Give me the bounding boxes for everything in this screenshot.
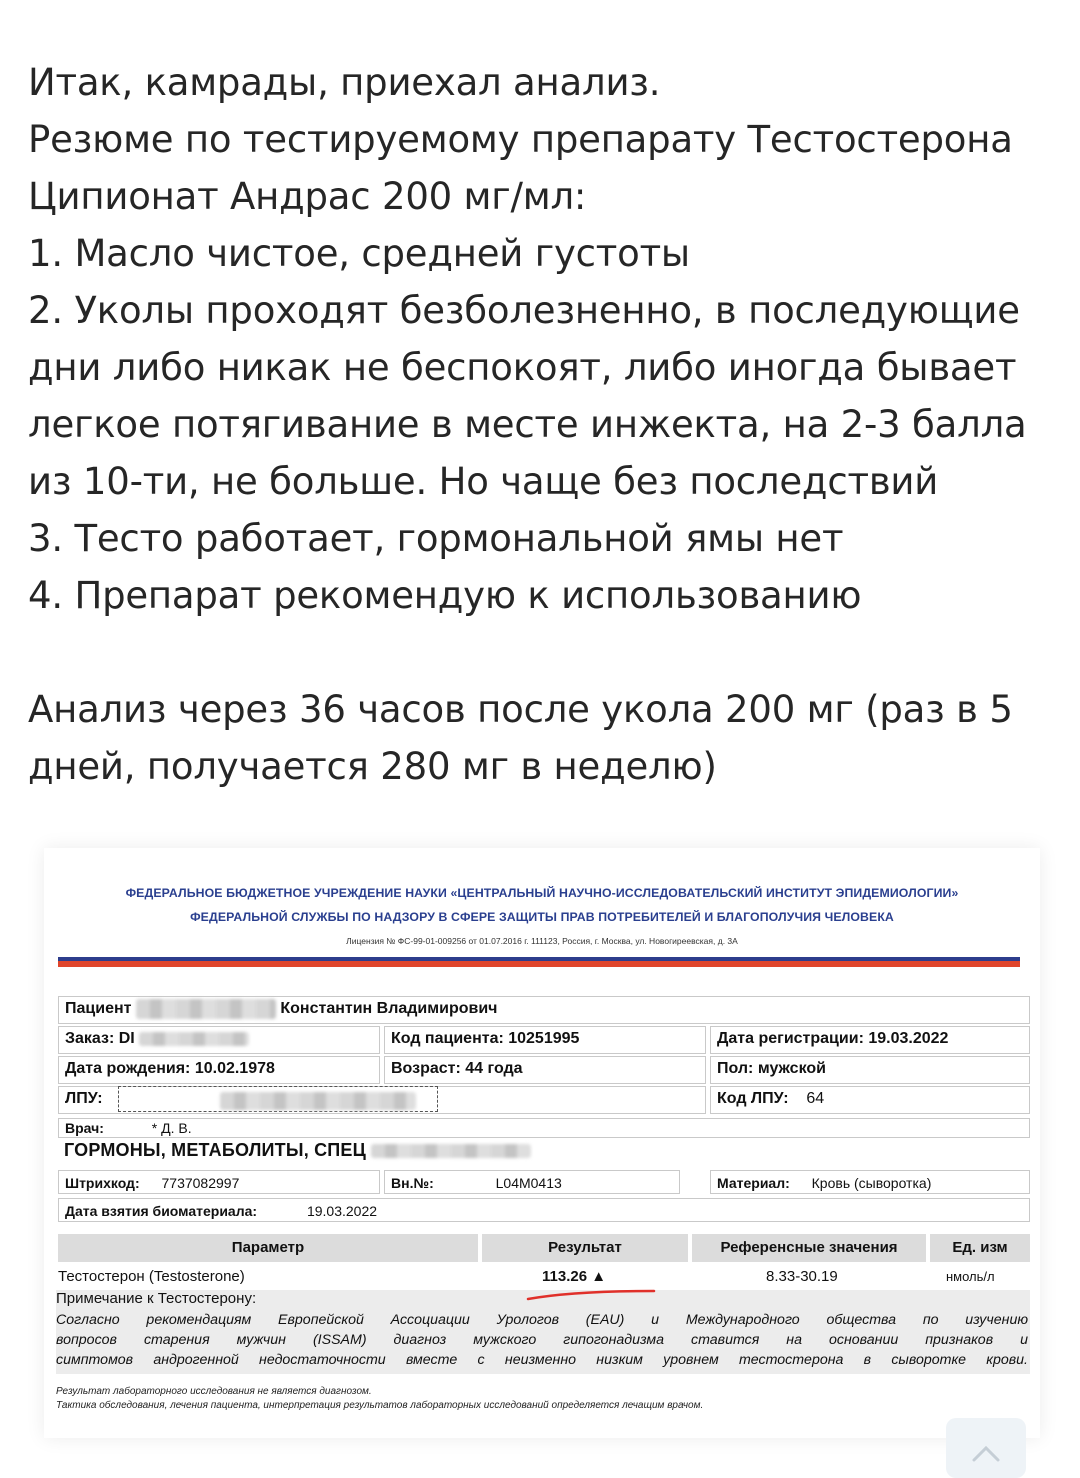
cell-result: 113.26 ▲ [542,1268,607,1285]
lab-header-line2: ФЕДЕРАЛЬНОЙ СЛУЖБЫ ПО НАДЗОРУ В СФЕРЕ ЗАЩИТЫ ПРАВ ПОТРЕБИТЕЛЕЙ И БЛАГОПОЛУЧИЯ ЧЕЛОВЕКА [190,910,894,924]
redacted-surname [136,999,276,1019]
age-cell: Возраст: 44 года [384,1056,706,1084]
disclaimer-line1: Результат лабораторного исследования не является диагнозом. [56,1386,372,1397]
post-line: Резюме по тестируемому препарату Тестостерона [28,118,1013,161]
patient-label: Пациент [65,1000,132,1017]
birth-date-cell: Дата рождения: 10.02.1978 [58,1056,380,1084]
col-header-reference: Референсные значения [692,1234,926,1262]
post-line: 4. Препарат рекомендую к использованию [28,574,862,617]
patient-code-cell: Код пациента: 10251995 [384,1026,706,1054]
lpu-code-label: Код ЛПУ: [717,1090,789,1107]
post-line: 3. Тесто работает, гормональной ямы нет [28,517,844,560]
material-cell [710,1170,1030,1194]
analysis-line: дней, получается 280 мг в неделю) [28,745,717,788]
post-line: дни либо никак не беспокоят, либо иногда бывает [28,346,1017,389]
disclaimer-line2: Тактика обследования, лечения пациента, интерпретация результатов лабораторных исследований определяется лечащим врачом. [56,1400,704,1411]
order-label: Заказ: DI [65,1030,135,1047]
header-stripe-red [58,961,1020,967]
sample-date-value: 19.03.2022 [306,1203,378,1219]
material-value: Кровь (сыворотка) [811,1175,932,1191]
sample-date-row [58,1198,1030,1222]
lab-header-line1: ФЕДЕРАЛЬНОЕ БЮДЖЕТНОЕ УЧРЕЖДЕНИЕ НАУКИ «ЦЕНТРАЛЬНЫЙ НАУЧНО-ИССЛЕДОВАТЕЛЬСКИЙ ИНСТИТУТ ЭПИДЕМИОЛОГИИ» [125,886,959,900]
material-label: Материал: [717,1175,790,1191]
post-line: 2. Уколы проходят безболезненно, в последующие [28,289,1020,332]
section-title [64,1140,531,1161]
barcode-cell [58,1170,380,1194]
col-header-parameter: Параметр [58,1234,478,1262]
lpu-code-value: 64 [806,1090,825,1107]
cell-reference: 8.33-30.19 [766,1268,838,1285]
barcode-value: 7737082997 [161,1175,240,1191]
patient-row [58,996,1030,1024]
lab-report-image[interactable] [44,848,1040,1438]
cell-unit: нмоль/л [946,1269,995,1284]
analysis-line: Анализ через 36 часов после укола 200 мг (раз в 5 [28,688,1013,731]
sample-date-label: Дата взятия биоматериала: [65,1203,258,1219]
lpu-label: ЛПУ: [65,1090,103,1107]
barcode-label: Штрихкод: [65,1175,140,1191]
redacted-order [139,1032,249,1046]
vn-value: L04M0413 [495,1175,562,1191]
paragraph-gap [28,624,1058,681]
lpu-code-cell [710,1086,1030,1114]
vn-label: Вн.№: [391,1175,434,1191]
vn-cell [384,1170,680,1194]
red-underline-mark [526,1288,656,1302]
order-cell [58,1026,380,1054]
section-title-text: ГОРМОНЫ, МЕТАБОЛИТЫ, СПЕЦ [64,1140,366,1160]
note-title: Примечание к Тестостерону: [56,1290,257,1307]
post-text [28,54,1058,795]
doctor-row [58,1118,1030,1138]
patient-name: Константин Владимирович [280,1000,498,1017]
note-line: симптомов андрогенной недостаточности вместе с неизменно низким уровнем тестостерона в сыворотке крови. [56,1352,1028,1368]
doctor-label: Врач: [65,1120,104,1136]
reg-date-cell: Дата регистрации: 19.03.2022 [710,1026,1030,1054]
post-line: Ципионат Андрас 200 мг/мл: [28,175,587,218]
post-line: 1. Масло чистое, средней густоты [28,232,690,275]
col-header-unit: Ед. изм [930,1234,1030,1262]
post-line: Итак, камрады, приехал анализ. [28,61,661,104]
doctor-value: * Д. В. [151,1120,192,1136]
note-line: Согласно рекомендациям Европейской Ассоциации Урологов (EAU) и Международного общества по изучению [56,1312,1028,1328]
section-title-distorted [371,1144,531,1158]
note-line: вопросов старения мужчин (ISSAM) диагноз мужского гипогонадизма ставится на основании признаков и [56,1332,1028,1348]
scroll-top-button[interactable] [946,1418,1026,1478]
sex-cell: Пол: мужской [710,1056,1030,1084]
post-line: легкое потягивание в месте инжекта, на 2-3 балла [28,403,1027,446]
cell-parameter: Тестостерон (Testosterone) [58,1268,245,1285]
redacted-lpu [220,1092,416,1110]
note-body [56,1310,1028,1370]
lab-license: Лицензия № ФС-99-01-009256 от 01.07.2016 г. 111123, Россия, г. Москва, ул. Новогиреевская, д. 3А [346,936,738,946]
post-line: из 10-ти, не больше. Но чаще без последствий [28,460,939,503]
col-header-result: Результат [482,1234,688,1262]
arrow-up-icon [966,1436,1006,1466]
